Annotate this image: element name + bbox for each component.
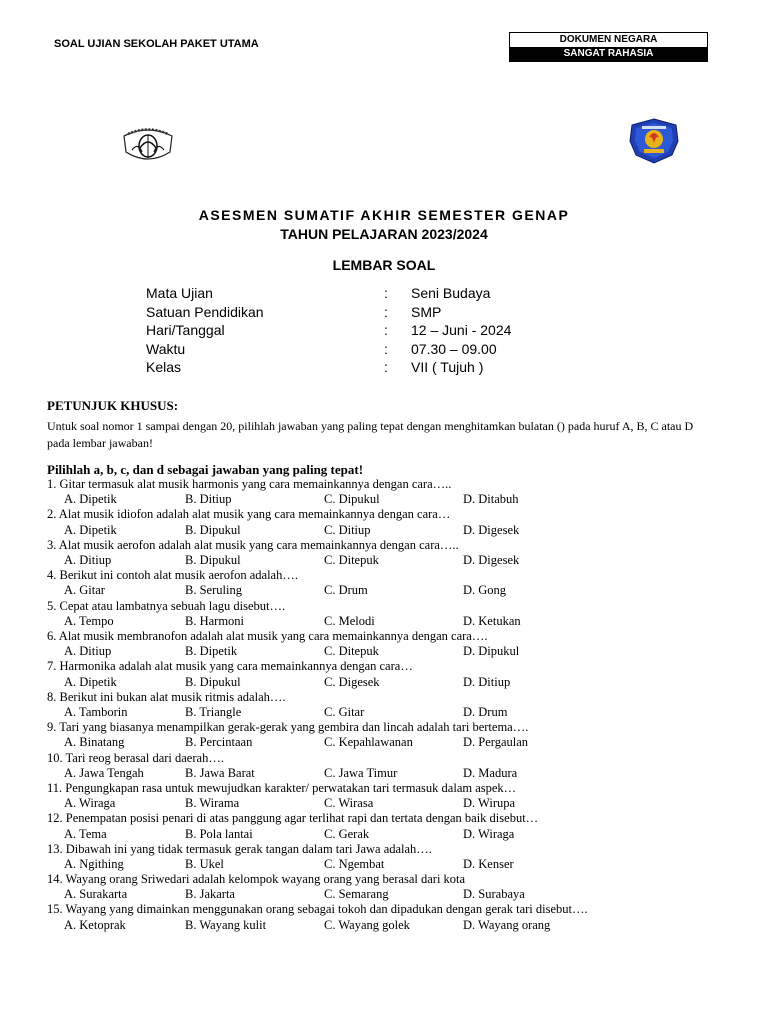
question-item — [47, 872, 727, 902]
answer-options — [47, 766, 727, 781]
question-item — [47, 751, 727, 781]
info-colon: : — [384, 285, 388, 301]
question-stem: 2. Alat musik idiofon adalah alat musik yang cara memainkannya dengan cara… — [47, 507, 451, 522]
option-d: D. Wirupa — [463, 796, 516, 811]
option-c: C. Digesek — [324, 674, 380, 689]
option-a: A. Dipetik — [64, 522, 117, 537]
option-b: B. Jakarta — [185, 887, 235, 902]
option-b: B. Dipukul — [185, 522, 241, 537]
answer-options — [47, 675, 727, 690]
answer-options — [47, 887, 727, 902]
option-a: A. Tema — [64, 826, 107, 841]
option-c: C. Wirasa — [324, 796, 374, 811]
option-b: B. Ditiup — [185, 492, 232, 507]
option-c: C. Kepahlawanan — [324, 735, 413, 750]
question-stem: 15. Wayang yang dimainkan menggunakan orang sebagai tokoh dan dipadukan dengan gerak tari disebut…. — [47, 902, 588, 917]
option-c: C. Gitar — [324, 704, 365, 719]
option-d: D. Ditabuh — [463, 492, 519, 507]
option-d: D. Digesek — [463, 522, 520, 537]
question-item — [47, 599, 727, 629]
info-value: 12 – Juni - 2024 — [411, 322, 512, 338]
special-instructions-text: Untuk soal nomor 1 sampai dengan 20, pilihlah jawaban yang paling tepat dengan menghitamkan bulatan () pada huruf A, B, C atau D pada lembar jawaban! — [47, 419, 694, 450]
info-label: Mata Ujian — [146, 285, 213, 301]
option-a: A. Ketoprak — [64, 917, 126, 932]
answer-options — [47, 796, 727, 811]
option-c: C. Melodi — [324, 613, 375, 628]
answer-options — [47, 735, 727, 750]
special-instructions-heading: PETUNJUK KHUSUS: — [47, 398, 179, 413]
question-stem: 7. Harmonika adalah alat musik yang cara memainkannya dengan cara… — [47, 659, 413, 674]
question-stem: 14. Wayang orang Sriwedari adalah kelompok wayang orang yang berasal dari kota — [47, 872, 466, 887]
question-item — [47, 477, 727, 507]
option-d: D. Digesek — [463, 552, 520, 567]
document-classification: DOKUMEN NEGARA — [510, 33, 707, 47]
question-stem: 4. Berikut ini contoh alat musik aerofon adalah…. — [47, 568, 298, 583]
exam-title: ASESMEN SUMATIF AKHIR SEMESTER GENAP — [198, 207, 570, 223]
question-stem: 3. Alat musik aerofon adalah alat musik yang cara memainkannya dengan cara….. — [47, 537, 459, 552]
option-a: A. Surakarta — [64, 887, 128, 902]
option-b: B. Wirama — [185, 796, 240, 811]
option-b: B. Seruling — [185, 583, 242, 598]
option-a: A. Gitar — [64, 583, 105, 598]
info-value: SMP — [411, 303, 442, 320]
option-c: C. Ditepuk — [324, 552, 379, 567]
option-d: D. Ketukan — [463, 613, 521, 628]
option-b: B. Jawa Barat — [185, 765, 255, 780]
option-b: B. Ukel — [185, 856, 224, 871]
answer-options — [47, 857, 727, 872]
option-c: C. Ngembat — [324, 856, 385, 871]
option-d: D. Wayang orang — [463, 917, 551, 932]
question-stem: 11. Pengungkapan rasa untuk mewujudkan karakter/ perwatakan tari termasuk dalam aspek… — [47, 780, 517, 795]
option-b: B. Dipukul — [185, 552, 241, 567]
question-stem: 9. Tari yang biasanya menampilkan gerak-gerak yang gembira dan lincah adalah tari bertema…. — [47, 720, 529, 735]
question-stem: 6. Alat musik membranofon adalah alat musik yang cara memainkannya dengan cara…. — [47, 628, 488, 643]
option-a: A. Dipetik — [64, 492, 117, 507]
question-item — [47, 629, 727, 659]
option-c: C. Dipukul — [324, 492, 380, 507]
info-value: 07.30 – 09.00 — [411, 340, 497, 357]
info-colon: : — [384, 303, 388, 320]
option-a: A. Jawa Tengah — [64, 765, 144, 780]
option-d: D. Gong — [463, 583, 507, 598]
question-item — [47, 538, 727, 568]
question-item — [47, 690, 727, 720]
school-emblem-logo — [626, 117, 682, 165]
option-c: C. Semarang — [324, 887, 389, 902]
option-b: B. Pola lantai — [185, 826, 253, 841]
tut-wuri-handayani-logo — [118, 122, 178, 166]
question-stem: 10. Tari reog berasal dari daerah…. — [47, 750, 224, 765]
answer-options — [47, 705, 727, 720]
question-sheet-title: LEMBAR SOAL — [332, 257, 436, 273]
option-b: B. Dipukul — [185, 674, 241, 689]
answer-options — [47, 918, 727, 933]
secrecy-label: SANGAT RAHASIA — [510, 47, 707, 61]
question-item — [47, 781, 727, 811]
option-a: A. Ditiup — [64, 644, 112, 659]
info-value: VII ( Tujuh ) — [411, 359, 484, 375]
info-colon: : — [384, 340, 388, 357]
question-stem: 1. Gitar termasuk alat musik harmonis yang cara memainkannya dengan cara….. — [47, 477, 452, 491]
option-d: D. Surabaya — [463, 887, 525, 902]
option-b: B. Harmoni — [185, 613, 245, 628]
question-item — [47, 842, 727, 872]
option-d: D. Ditiup — [463, 674, 511, 689]
option-a: A. Tempo — [64, 613, 114, 628]
option-c: C. Ditepuk — [324, 644, 379, 659]
answer-options — [47, 523, 727, 538]
option-a: A. Ditiup — [64, 552, 112, 567]
option-c: C. Wayang golek — [324, 917, 410, 932]
option-d: D. Madura — [463, 765, 518, 780]
option-b: B. Wayang kulit — [185, 917, 267, 932]
question-list — [47, 477, 727, 933]
question-item — [47, 720, 727, 750]
option-a: A. Ngithing — [64, 856, 124, 871]
info-label: Hari/Tanggal — [146, 322, 225, 338]
option-a: A. Binatang — [64, 735, 125, 750]
option-a: A. Tamborin — [64, 704, 128, 719]
question-stem: 12. Penempatan posisi penari di atas panggung agar terlihat rapi dan tertata dengan baik disebut… — [47, 811, 539, 826]
info-label: Waktu — [146, 340, 186, 357]
option-d: D. Pergaulan — [463, 735, 529, 750]
option-c: C. Ditiup — [324, 522, 371, 537]
info-label: Satuan Pendidikan — [146, 303, 264, 320]
option-c: C. Drum — [324, 583, 368, 598]
option-a: A. Wiraga — [64, 796, 116, 811]
info-colon: : — [384, 359, 388, 375]
option-c: C. Jawa Timur — [324, 765, 398, 780]
answer-instruction: Pilihlah a, b, c, dan d sebagai jawaban yang paling tepat! — [47, 462, 364, 477]
info-colon: : — [384, 322, 388, 338]
answer-options — [47, 492, 727, 507]
option-d: D. Kenser — [463, 856, 514, 871]
answer-options — [47, 644, 727, 659]
option-c: C. Gerak — [324, 826, 370, 841]
question-stem: 8. Berikut ini bukan alat musik ritmis adalah…. — [47, 689, 286, 704]
option-b: B. Triangle — [185, 704, 242, 719]
exam-package-header: SOAL UJIAN SEKOLAH PAKET UTAMA — [54, 38, 259, 50]
question-stem: 5. Cepat atau lambatnya sebuah lagu disebut…. — [47, 598, 286, 613]
answer-options — [47, 583, 727, 598]
info-label: Kelas — [146, 359, 182, 375]
option-d: D. Dipukul — [463, 644, 520, 659]
academic-year-title: TAHUN PELAJARAN 2023/2024 — [280, 226, 488, 242]
option-b: B. Dipetik — [185, 644, 238, 659]
question-item — [47, 507, 727, 537]
answer-options — [47, 827, 727, 842]
question-stem: 13. Dibawah ini yang tidak termasuk gerak tangan dalam tari Jawa adalah…. — [47, 841, 432, 856]
option-d: D. Wiraga — [463, 826, 515, 841]
answer-options — [47, 614, 727, 629]
option-a: A. Dipetik — [64, 674, 117, 689]
option-d: D. Drum — [463, 704, 508, 719]
info-value: Seni Budaya — [411, 285, 491, 301]
question-item — [47, 568, 727, 598]
question-item — [47, 902, 727, 932]
question-item — [47, 659, 727, 689]
question-item — [47, 811, 727, 841]
answer-options — [47, 553, 727, 568]
option-b: B. Percintaan — [185, 735, 253, 750]
classification-box — [509, 32, 708, 62]
